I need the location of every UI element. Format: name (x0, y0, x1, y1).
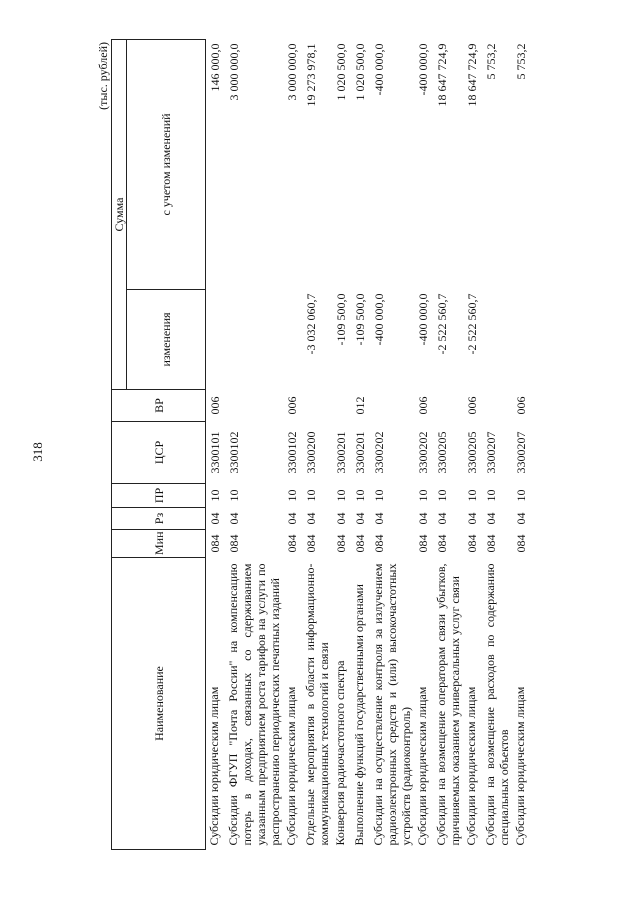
row-name: Субсидии на возмещение операторам связи убытков, причиняемых оказанием универсальных услуг связи (434, 563, 462, 846)
row-min: 084 (372, 534, 386, 553)
row-min: 084 (285, 534, 299, 553)
table-row (332, 39, 351, 849)
row-name: Отдельные мероприятия в области информационно-коммуникационных технологий и связи (303, 563, 331, 846)
table-row (463, 39, 482, 849)
row-rz: 04 (372, 512, 386, 525)
table-row (482, 39, 512, 849)
row-name: Конверсия радиочастотного спектра (333, 660, 347, 846)
row-pr: 10 (227, 489, 241, 502)
row-csr: 3300201 (353, 431, 367, 474)
row-change: -109 500,0 (353, 293, 367, 346)
row-name: Субсидии юридическим лицам (513, 686, 527, 846)
row-csr: 3300102 (227, 431, 241, 474)
row-change: -3 032 060,7 (304, 293, 318, 355)
row-change (283, 290, 302, 390)
row-csr: 3300102 (285, 431, 299, 474)
row-rz: 04 (435, 512, 449, 525)
units-label: (тыс. рублей) (96, 42, 110, 110)
rotated-table-region (95, 40, 555, 850)
header-with-change: с учетом изменений (127, 39, 206, 289)
row-rz: 04 (484, 512, 498, 525)
row-vr: 006 (465, 396, 479, 415)
row-rz: 04 (353, 512, 367, 525)
row-vr: 006 (416, 396, 430, 415)
row-name: Субсидии юридическим лицам (207, 686, 221, 846)
table-row (351, 39, 370, 849)
table-body (206, 39, 532, 849)
row-rz: 04 (416, 512, 430, 525)
header-sum-group: Сумма (112, 39, 127, 389)
header-name: Наименование (112, 558, 206, 850)
row-min: 084 (465, 534, 479, 553)
row-min: 084 (334, 534, 348, 553)
row-rz: 04 (208, 512, 222, 525)
row-name: Субсидии ФГУП "Почта России" на компенсацию потерь в доходах, связанных со сдерживанием указанным предприятием роста тарифов на услуги по распространению периодических печатных изданий (226, 563, 282, 846)
table-row (302, 39, 332, 849)
row-pr: 10 (304, 489, 318, 502)
row-min: 084 (484, 534, 498, 553)
row-min: 084 (435, 534, 449, 553)
row-rz: 04 (285, 512, 299, 525)
row-rz: 04 (304, 512, 318, 525)
row-name: Субсидии на осуществление контроля за излучением радиоэлектронных средств и (или) высокочастотных устройств (радиоконтроль) (371, 563, 413, 846)
row-csr: 3300202 (372, 431, 386, 474)
row-min: 084 (353, 534, 367, 553)
row-csr: 3300202 (416, 431, 430, 474)
row-vr: 006 (285, 396, 299, 415)
row-change: -400 000,0 (372, 293, 386, 346)
row-total: -400 000,0 (416, 43, 430, 96)
row-total: 1 020 500,0 (353, 43, 367, 101)
row-vr (370, 390, 414, 422)
row-pr: 10 (416, 489, 430, 502)
row-vr: 012 (353, 396, 367, 415)
row-name: Субсидии юридическим лицам (464, 686, 478, 846)
row-csr: 3300207 (484, 431, 498, 474)
row-vr (332, 390, 351, 422)
page-number: 318 (30, 442, 45, 462)
row-min: 084 (416, 534, 430, 553)
row-csr: 3300207 (514, 431, 528, 474)
row-vr (225, 390, 283, 422)
row-min: 084 (208, 534, 222, 553)
row-name: Выполнение функций государственными органами (352, 584, 366, 846)
row-vr: 006 (208, 396, 222, 415)
row-name: Субсидии юридическим лицам (284, 686, 298, 846)
row-pr: 10 (484, 489, 498, 502)
row-total: 146 000,0 (208, 43, 222, 92)
header-min: Мин (112, 530, 206, 558)
table-row (206, 39, 226, 849)
table-row (225, 39, 283, 849)
row-total: 5 753,2 (514, 43, 528, 80)
row-change: -109 500,0 (334, 293, 348, 346)
row-csr: 3300201 (334, 431, 348, 474)
row-csr: 3300200 (304, 431, 318, 474)
table-row (414, 39, 433, 849)
row-name: Субсидии юридическим лицам (415, 686, 429, 846)
row-pr: 10 (514, 489, 528, 502)
row-rz: 04 (465, 512, 479, 525)
row-total: -400 000,0 (372, 43, 386, 96)
row-change (206, 290, 226, 390)
row-vr (302, 390, 332, 422)
row-csr: 3300101 (208, 431, 222, 474)
row-pr: 10 (285, 489, 299, 502)
row-min: 084 (304, 534, 318, 553)
header-vr: ВР (112, 390, 206, 422)
table-row (433, 39, 463, 849)
header-change: изменения (127, 290, 206, 390)
budget-table (111, 39, 531, 850)
row-total: 1 020 500,0 (334, 43, 348, 101)
row-rz: 04 (334, 512, 348, 525)
row-change (225, 290, 283, 390)
header-pr: ПР (112, 484, 206, 508)
row-vr (433, 390, 463, 422)
row-pr: 10 (353, 489, 367, 502)
row-pr: 10 (465, 489, 479, 502)
row-total: 18 647 724,9 (435, 43, 449, 107)
row-vr (482, 390, 512, 422)
row-pr: 10 (435, 489, 449, 502)
row-pr: 10 (208, 489, 222, 502)
row-min: 084 (227, 534, 241, 553)
row-csr: 3300205 (465, 431, 479, 474)
row-min: 084 (514, 534, 528, 553)
table-row (512, 39, 531, 849)
row-change: -400 000,0 (416, 293, 430, 346)
table-row (283, 39, 302, 849)
row-rz: 04 (227, 512, 241, 525)
row-name: Субсидии на возмещение расходов по содержанию специальных объектов (483, 563, 511, 846)
row-total: 18 647 724,9 (465, 43, 479, 107)
row-change (482, 290, 512, 390)
row-change: -2 522 560,7 (465, 293, 479, 355)
table-row (370, 39, 414, 849)
row-change: -2 522 560,7 (435, 293, 449, 355)
row-csr: 3300205 (435, 431, 449, 474)
row-rz: 04 (514, 512, 528, 525)
table-header (112, 39, 206, 849)
row-total: 3 000 000,0 (285, 43, 299, 101)
header-rz: Рз (112, 508, 206, 530)
row-total: 3 000 000,0 (227, 43, 241, 101)
row-vr: 006 (514, 396, 528, 415)
row-pr: 10 (372, 489, 386, 502)
header-csr: ЦСР (112, 422, 206, 484)
row-change (512, 290, 531, 390)
row-total: 5 753,2 (484, 43, 498, 80)
row-total: 19 273 978,1 (304, 43, 318, 107)
row-pr: 10 (334, 489, 348, 502)
